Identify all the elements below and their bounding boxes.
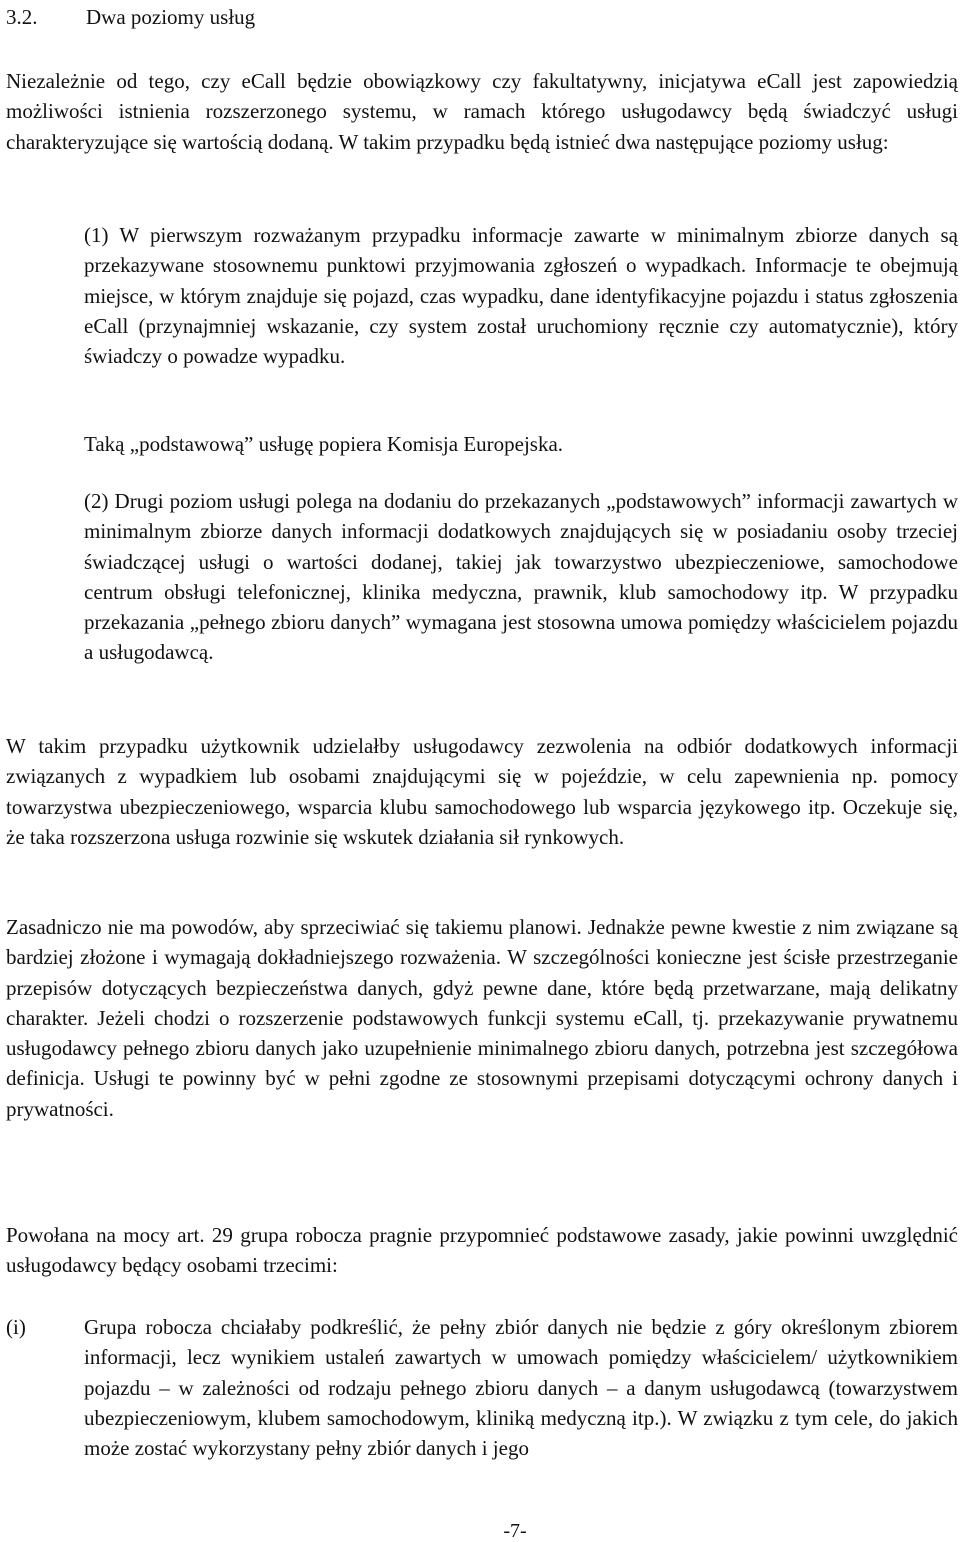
list-item-text: Grupa robocza chciałaby podkreślić, że pełny zbiór danych nie będzie z góry określonym zbiorem informacji, lecz wynikiem ustaleń zawartych w umowach pomiędzy właścicielem/ użytkownikiem pojazdu – w zależności od rodzaju pełnego zbioru danych – a danym usługodawcą (towarzystwem ubezpieczeniowym, klubem samochodowym, kliniką medyczną itp.). W związku z tym cele, do jakich może zostać wykorzystany pełny zbiór danych i jego [84,1315,958,1461]
paragraph-intro: Niezależnie od tego, czy eCall będzie obowiązkowy czy fakultatywny, inicjatywa eCall jest zapowiedzią możliwości istnienia rozszerzonego systemu, w ramach którego usługodawcy będą świadczyć usługi charakteryzujące się wartością dodaną. W takim przypadku będą istnieć dwa następujące poziomy usług: [6,69,958,154]
section-title: Dwa poziomy usług [86,5,256,29]
page-number: -7- [503,1520,527,1542]
list-item [6,1312,958,1463]
section-heading [6,2,255,32]
paragraph-commission: Taką „podstawową” usługę popiera Komisja Europejska. [84,432,564,456]
paragraph-principles: Powołana na mocy art. 29 grupa robocza pragnie przypomnieć podstawowe zasady, jakie powinni uwzględnić usługodawcy będący osobami trzecimi: [6,1223,958,1278]
list-marker: (i) [6,1315,26,1339]
paragraph-level-1: (1) W pierwszym rozważanym przypadku informacje zawarte w minimalnym zbiorze danych są przekazywane stosownemu punktowi przyjmowania zgłoszeń o wypadkach. Informacje te obejmują miejsce, w którym znajduje się pojazd, czas wypadku, dane identyfikacyjne pojazdu i status zgłoszenia eCall (przynajmniej wskazanie, czy system został uruchomiony ręcznie czy automatycznie), który świadczy o powadze wypadku. [84,223,958,369]
paragraph-level-2: (2) Drugi poziom usługi polega na dodaniu do przekazanych „podstawowych” informacji zawartych w minimalnym zbiorze danych informacji dodatkowych znajdujących się w posiadaniu osoby trzeciej świadczącej usługi o wartości dodanej, takiej jak towarzystwo ubezpieczeniowe, samochodowe centrum obsługi telefonicznej, klinika medyczna, prawnik, klub samochodowy itp. W przypadku przekazania „pełnego zbioru danych” wymagana jest stosowna umowa pomiędzy właścicielem pojazdu a usługodawcą. [84,489,958,665]
paragraph-objection: Zasadniczo nie ma powodów, aby sprzeciwiać się takiemu planowi. Jednakże pewne kwestie z nim związane są bardziej złożone i wymagają dokładniejszego rozważenia. W szczególności konieczne jest ścisłe przestrzeganie przepisów dotyczących bezpieczeństwa danych, gdyż pewne dane, które będą przetwarzane, mają delikatny charakter. Jeżeli chodzi o rozszerzenie podstawowych funkcji systemu eCall, tj. przekazywanie prywatnemu usługodawcy pełnego zbioru danych jako uzupełnienie minimalnego zbioru danych, potrzebna jest szczegółowa definicja. Usługi te powinny być w pełni zgodne ze stosownymi przepisami dotyczącymi ochrony danych i prywatności. [6,915,958,1121]
paragraph-user-consent: W takim przypadku użytkownik udzielałby usługodawcy zezwolenia na odbiór dodatkowych informacji związanych z wypadkiem lub osobami znajdującymi się w pojeździe, w celu zapewnienia np. pomocy towarzystwa ubezpieczeniowego, wsparcia klubu samochodowego lub wsparcia językowego itp. Oczekuje się, że taka rozszerzona usługa rozwinie się wskutek działania sił rynkowych. [6,734,958,849]
section-number: 3.2. [6,5,38,29]
